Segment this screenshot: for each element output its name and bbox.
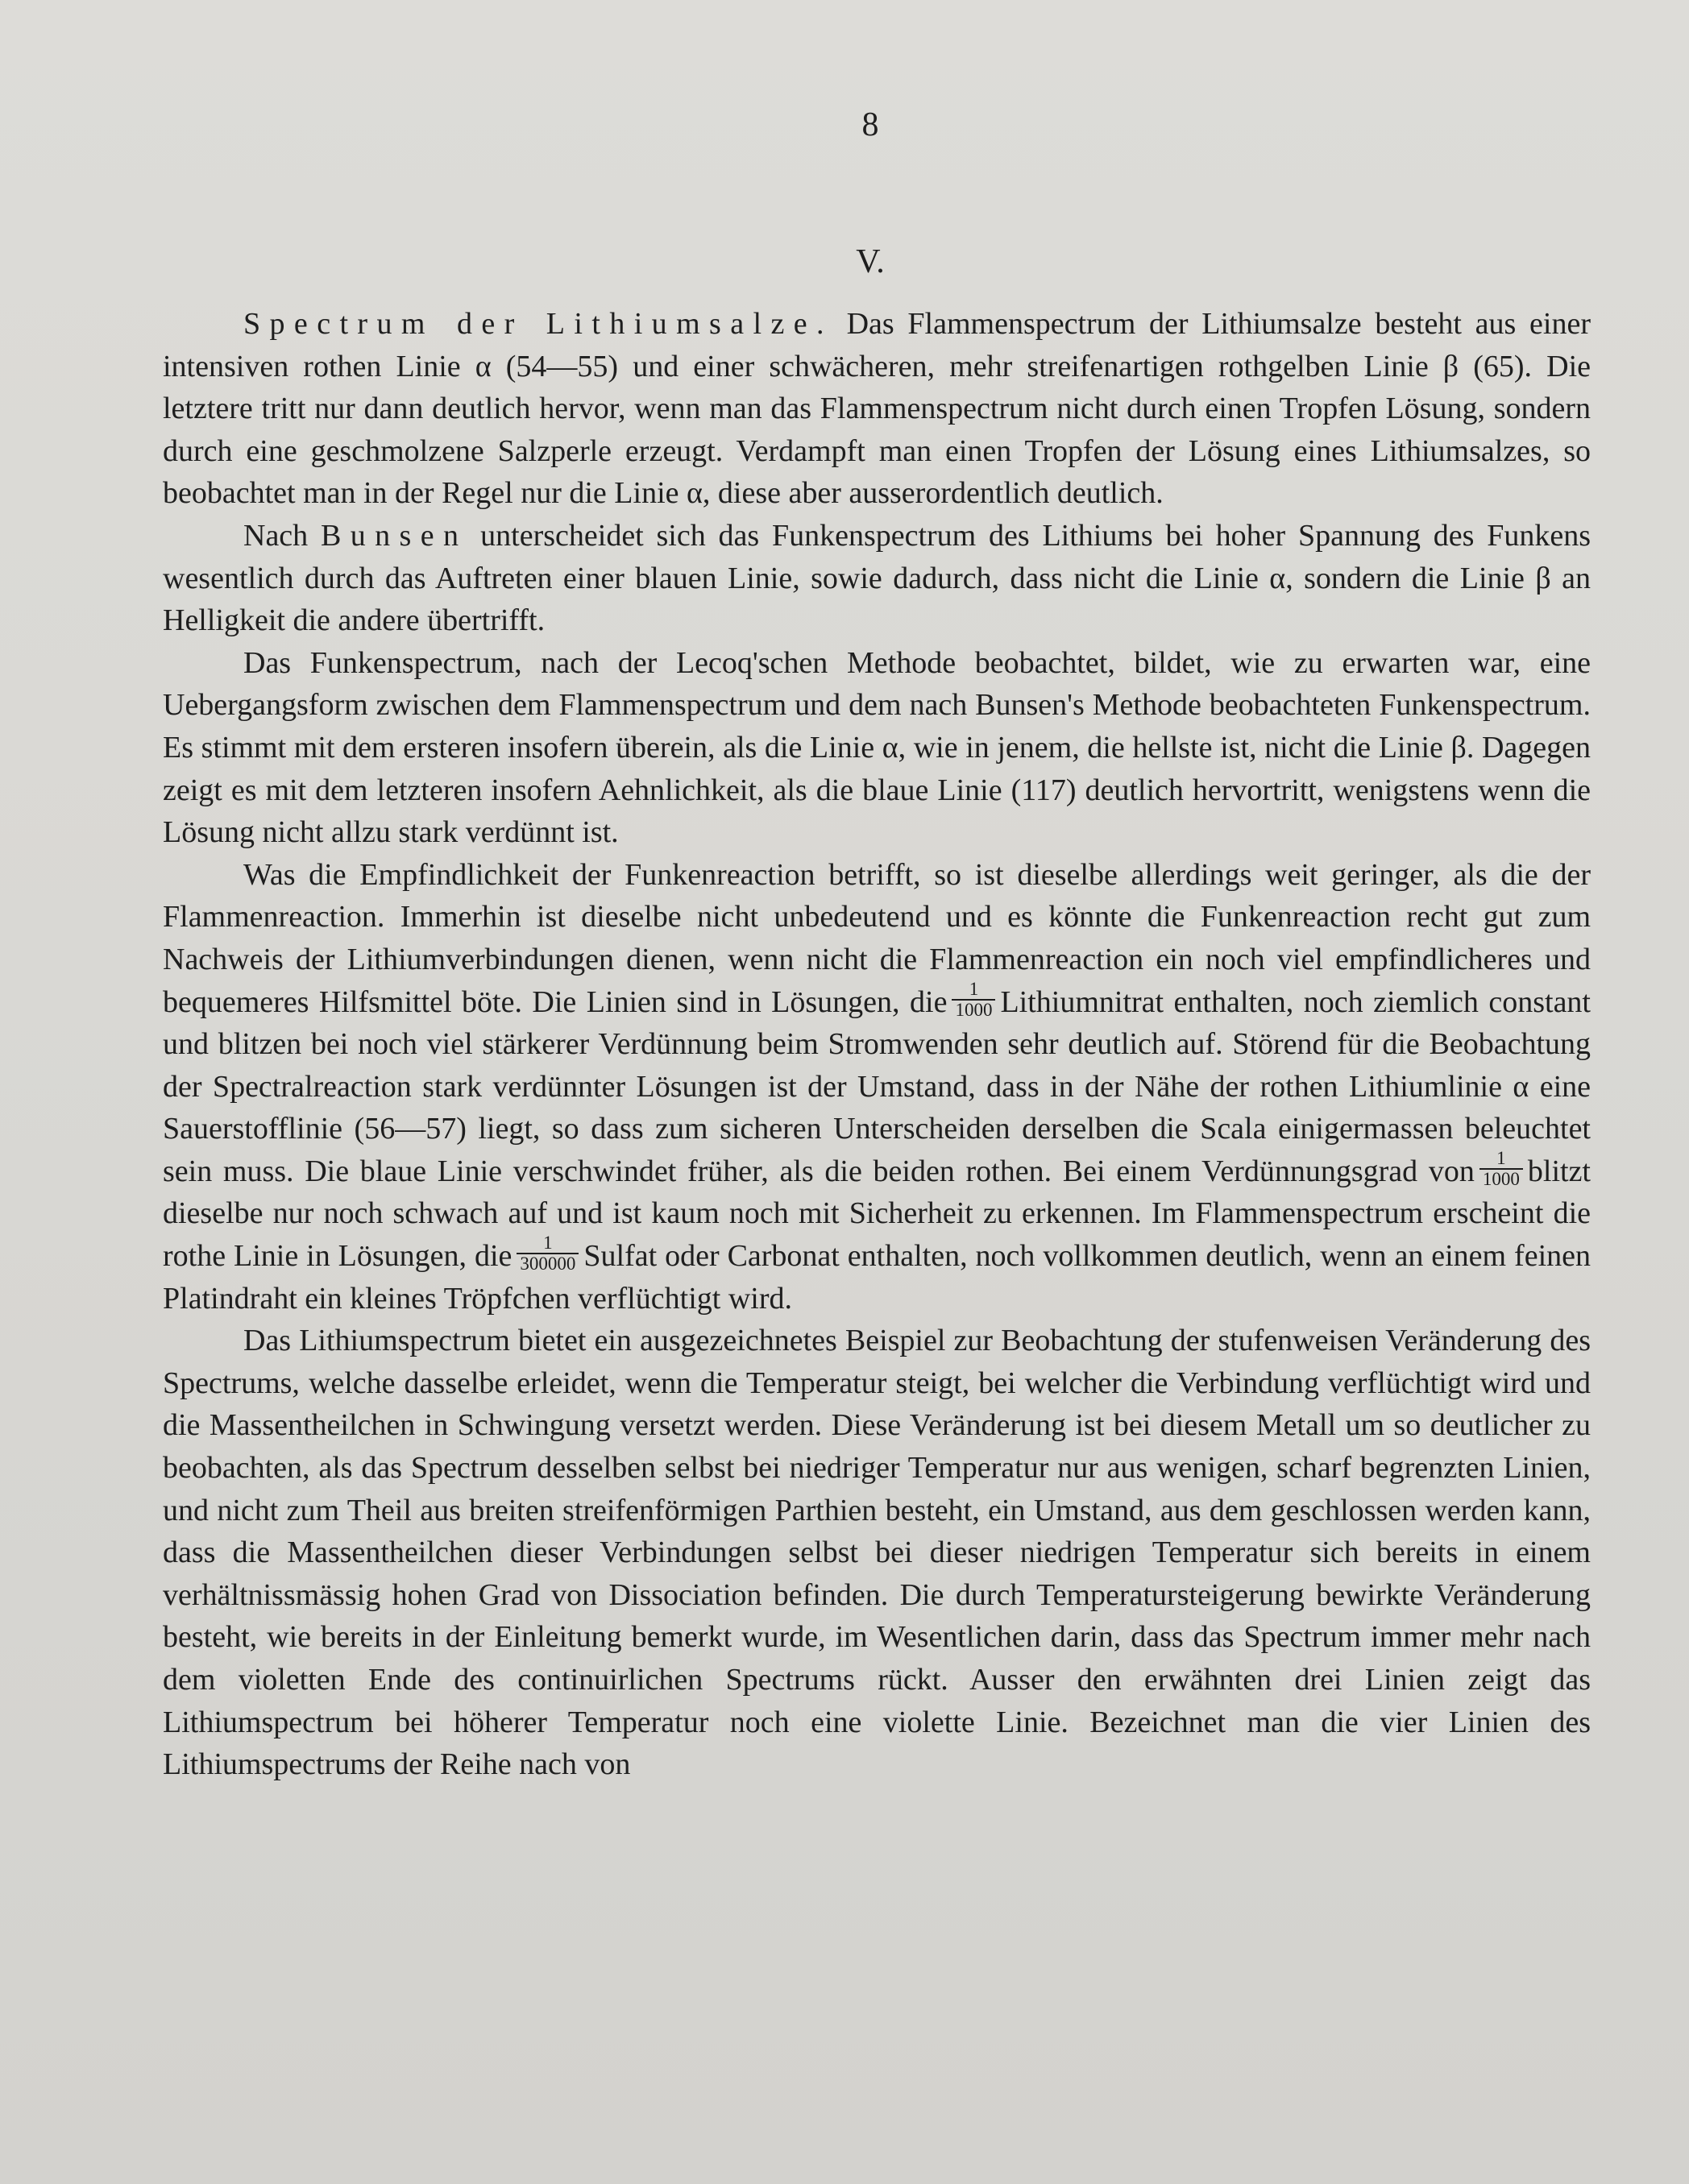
- paragraph-lithium-salts: [163, 303, 1591, 515]
- paragraph-text-part: Was die Empfindlichkeit der Funkenreaction betrifft, so ist dieselbe allerdings weit geringer, als die der Flammenreaction. Immerhin ist dieselbe nicht unbedeutend und es könnte die Funkenreaction recht gut zum Nachweis der Lithiumverbindungen dienen, wenn nicht die Flammenreaction ein noch viel empfindlicheres und bequemeres Hilfsmittel böte. Die Linien sind in Lösungen, die: [163, 857, 1591, 1019]
- fraction-denominator: 1000: [1479, 1168, 1523, 1189]
- paragraph-prefix: Nach: [243, 518, 321, 553]
- fraction-one-three-hundred-thousandth: [517, 1233, 579, 1274]
- fraction-numerator: 1: [969, 978, 979, 999]
- paragraph-text: Das Lithiumspectrum bietet ein ausgezeichnetes Beispiel zur Beobachtung der stufenweisen Veränderung des Spectrums, welche dasselbe erleidet, wenn die Temperatur steigt, bei welcher die Verbindung verflüchtigt wird und die Massentheilchen in Schwingung versetzt werden. Diese Veränderung ist bei diesem Metall um so deutlicher zu beobachten, als das Spectrum desselben selbst bei niedriger Temperatur nur aus wenigen, scharf begrenzten Linien, und nicht zum Theil aus breiten streifenförmigen Parthien besteht, ein Umstand, aus dem geschlossen werden kann, dass die Massentheilchen dieser Verbindungen selbst bei dieser niedrigen Temperatur sich bereits in einem verhältnissmässig hohen Grad von Dissociation befinden. Die durch Temperatursteigerung bewirkte Veränderung besteht, wie bereits in der Einleitung bemerkt wurde, im Wesentlichen darin, dass das Spectrum immer mehr nach dem violetten Ende des continuirlichen Spectrums rückt. Ausser den erwähnten drei Linien zeigt das Lithiumspectrum bei höherer Temperatur noch eine violette Linie. Bezeichnet man die vier Linien des Lithiumspectrums der Reihe nach von: [163, 1324, 1591, 1782]
- fraction-one-thousandth: [1479, 1149, 1523, 1189]
- fraction-numerator: 1: [1496, 1148, 1506, 1169]
- paragraph-text-part: Sulfat oder Carbonat enthalten, noch vollkommen deutlich, wenn an einem feinen Platindraht ein kleines Tröpfchen verflüchtigt wird.: [163, 1239, 1591, 1316]
- body-text: [163, 303, 1591, 1786]
- paragraph-text-part: Lithiumnitrat enthalten, noch ziemlich constant und blitzen bei noch viel stärkerer Verdünnung beim Stromwenden sehr deutlich auf. Störend für die Beobachtung der Spectralreaction stark verdünnter Lösungen ist der Umstand, dass in der Nähe der rothen Lithiumlinie α eine Sauerstofflinie (56—57) liegt, so dass zum sicheren Unterscheiden derselben die Scala einigermassen beleuchtet sein muss. Die blaue Linie verschwindet früher, als die beiden rothen. Bei einem Verdünnungsgrad von: [163, 984, 1591, 1188]
- paragraph-sensitivity: [163, 854, 1591, 1320]
- author-name: Bunsen: [320, 518, 468, 553]
- section-heading: V.: [856, 243, 885, 280]
- page-number: 8: [861, 106, 879, 143]
- paragraph-lead: Spectrum der Lithiumsalze.: [243, 307, 833, 341]
- paragraph-text: unterscheidet sich das Funkenspectrum des Lithiums bei hoher Spannung des Funkens wesentlich durch das Auftreten einer blauen Linie, sowie dadurch, dass nicht die Linie α, sondern die Linie β an Helligkeit die andere übertrifft.: [163, 518, 1591, 638]
- fraction-numerator: 1: [543, 1233, 553, 1254]
- paragraph-text: Das Funkenspectrum, nach der Lecoq'schen Methode beobachtet, bildet, wie zu erwarten war, eine Uebergangsform zwischen dem Flammenspectrum und dem nach Bunsen's Methode beobachteten Funkenspectrum. Es stimmt mit dem ersteren insofern überein, als die Linie α, wie in jenem, die hellste ist, nicht die Linie β. Dagegen zeigt es mit dem letzteren insofern Aehnlichkeit, als die blaue Linie (117) deutlich hervortritt, wenigstens wenn die Lösung nicht allzu stark verdünnt ist.: [163, 645, 1591, 850]
- fraction-denominator: 1000: [952, 999, 995, 1020]
- paragraph-bunsen: [163, 515, 1591, 642]
- fraction-denominator: 300000: [517, 1253, 579, 1274]
- paragraph-text-part: blitzt dieselbe nur noch schwach auf und ist kaum noch mit Sicherheit zu erkennen. Im Flammenspectrum erscheint die rothe Linie in Lösungen, die: [163, 1154, 1591, 1274]
- paragraph-temperature-change: [163, 1320, 1591, 1786]
- paragraph-text: Das Flammenspectrum der Lithiumsalze besteht aus einer intensiven rothen Linie α (54—55) und einer schwächeren, mehr streifenartigen rothgelben Linie β (65). Die letztere tritt nur dann deutlich hervor, wenn man das Flammenspectrum nicht durch einen Tropfen Lösung, sondern durch eine geschmolzene Salzperle erzeugt. Verdampft man einen Tropfen der Lösung eines Lithiumsalzes, so beobachtet man in der Regel nur die Linie α, diese aber ausserordentlich deutlich.: [163, 307, 1591, 511]
- paragraph-lecoq-method: [163, 642, 1591, 854]
- fraction-one-thousandth: [952, 980, 995, 1020]
